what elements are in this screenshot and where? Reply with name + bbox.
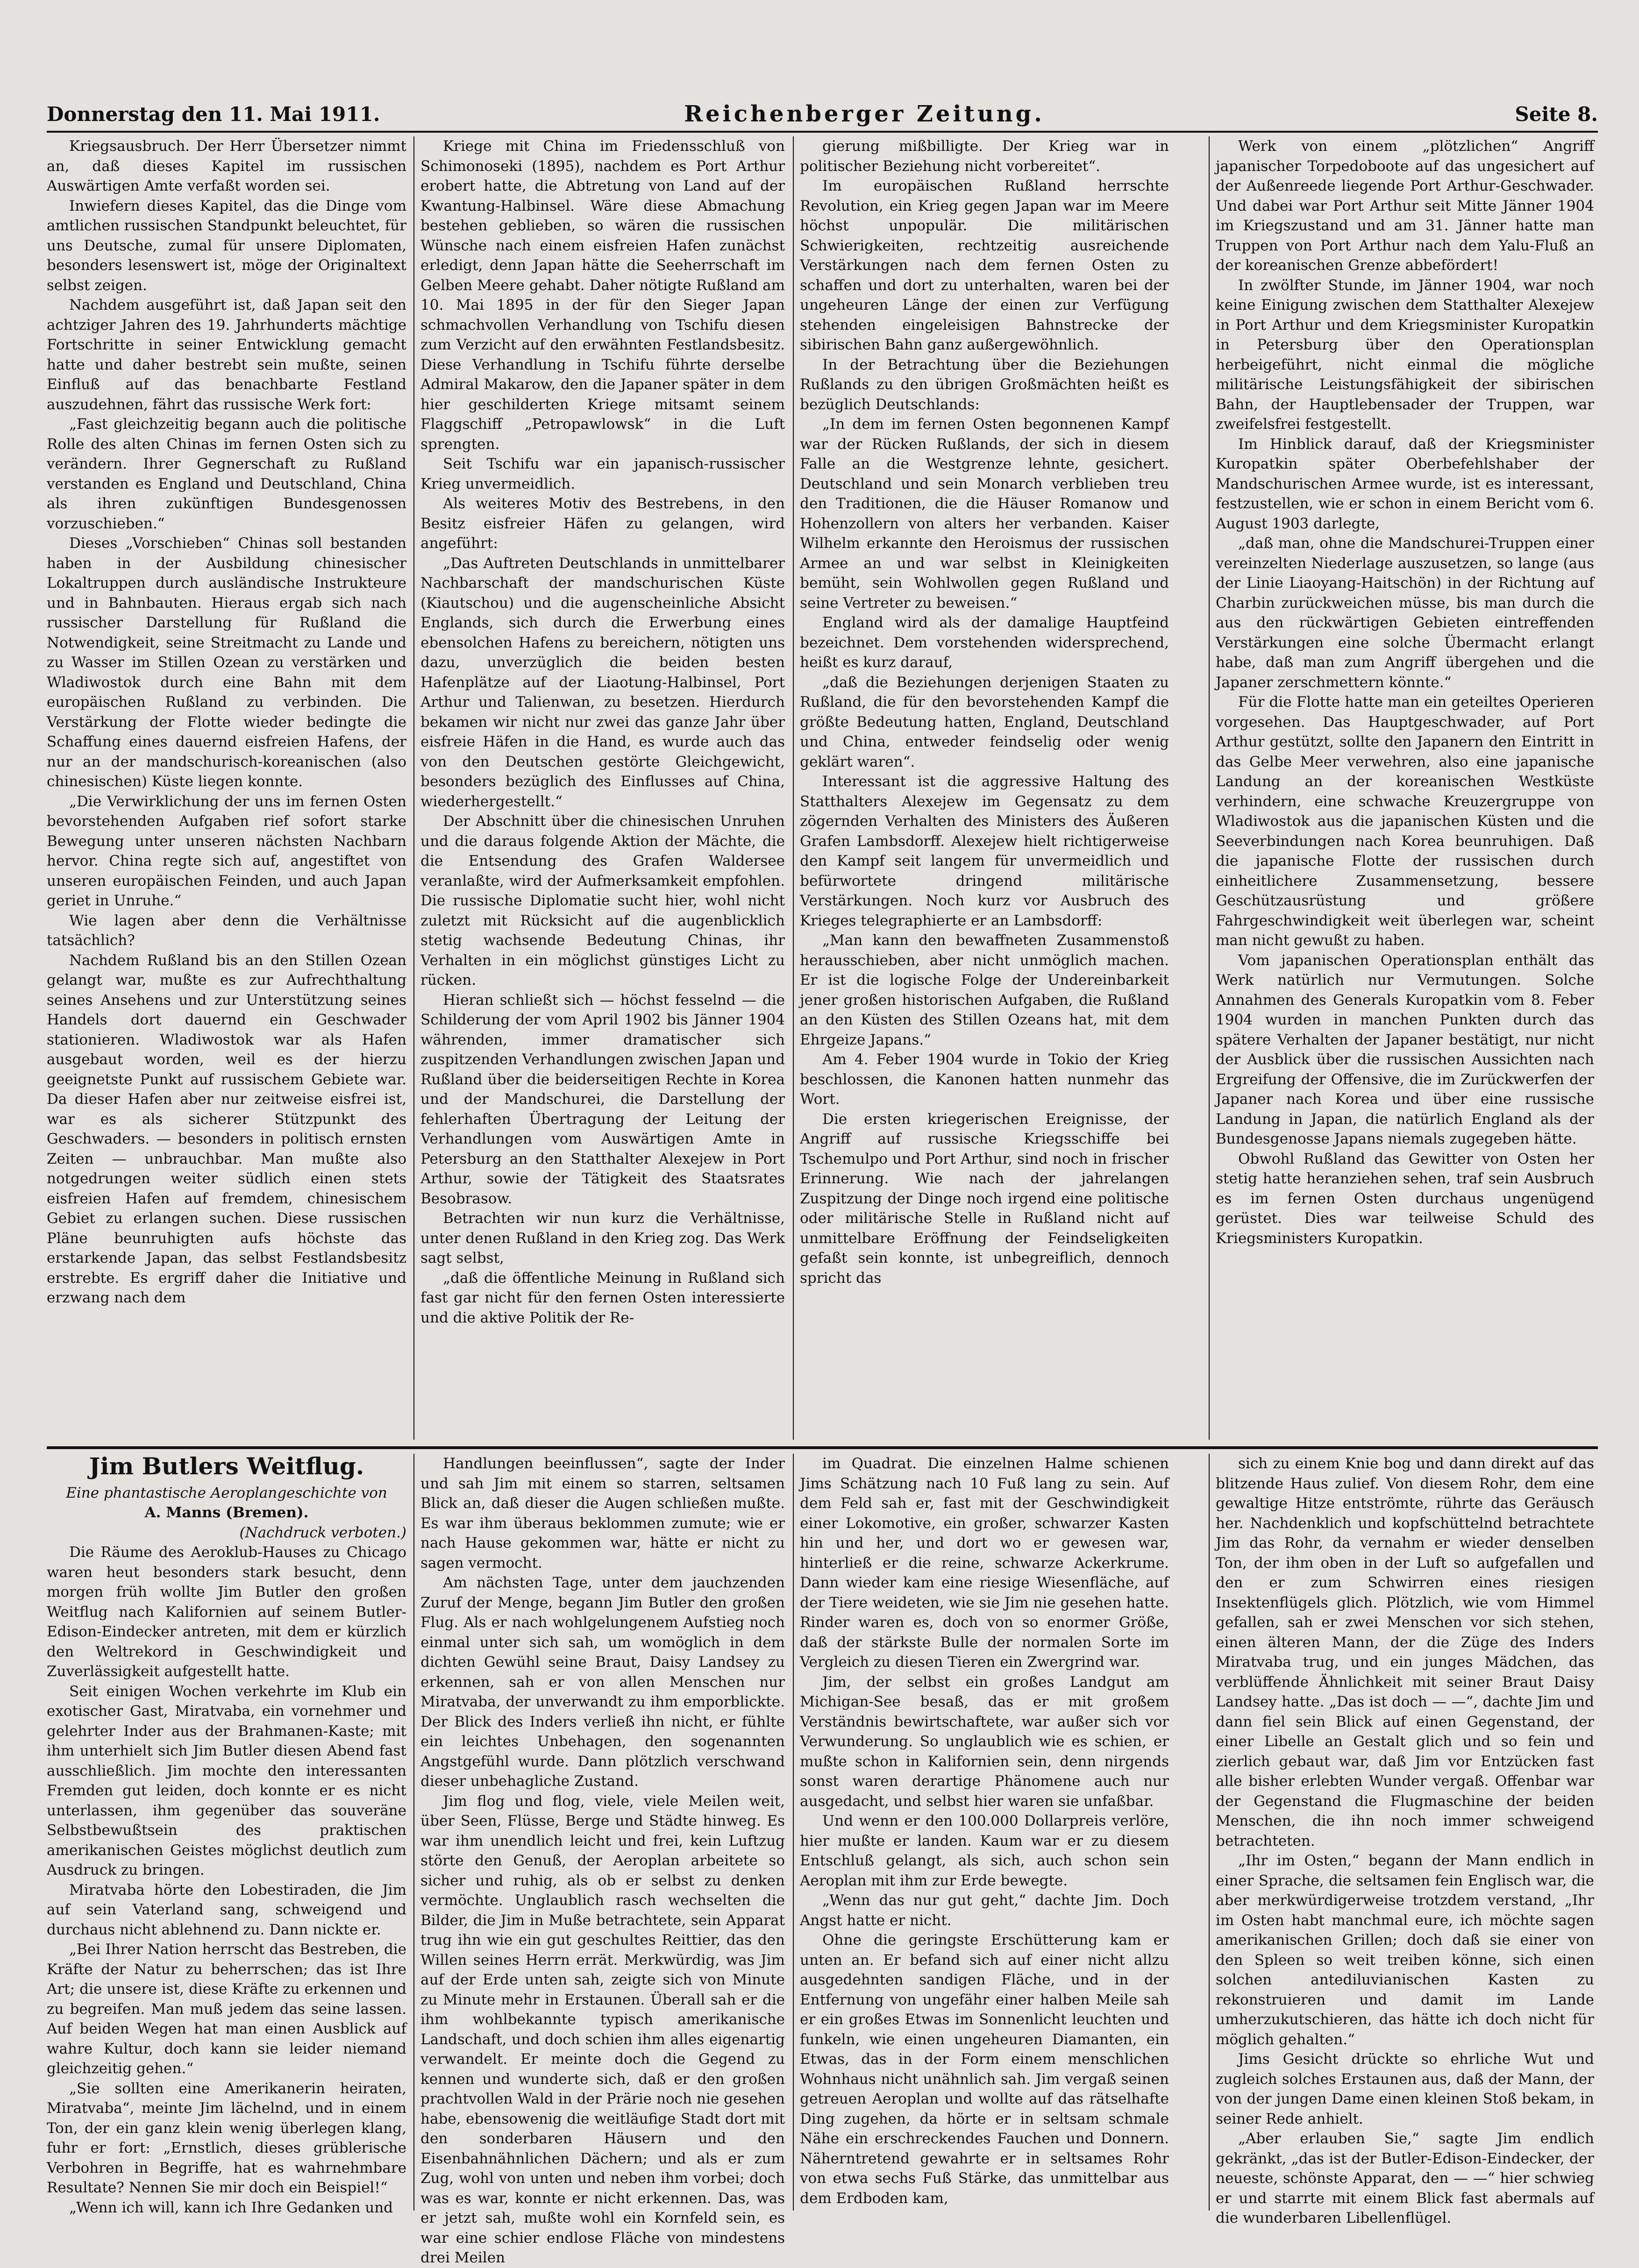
page-header (47, 93, 1598, 131)
paragraph: Inwiefern dieses Kapitel, das die Dinge vom amtlichen russischen Standpunkt beleuchtet, für uns Deutsche, zumal für unsere Diplomaten, besonders lesenswert ist, möge der Originaltext selbst zeigen. (47, 197, 406, 294)
paragraph: „daß man, ohne die Mandschurei-Truppen einer vereinzelten Niederlage auszusetzen, so lange (aus der Linie Liaoyang-Haitschön) in der Richtung auf Charbin zurückweichen müsse, bis man durch die aus den rückwärtigen Gebieten eintreffenden Verstärkungen eine solche Übermacht erlangt habe, daß man zum Angriff übergehen und die Japaner zerschmettern könnte.“ (1216, 535, 1594, 691)
paragraph: Werk von einem „plötzlichen“ Angriff japanischer Torpedoboote auf das ungesichert auf der Außenreede liegende Port Arthur-Geschwader. Und dabei war Port Arthur seit Mitte Jänner 1904 im Kriegszustand und am 31. Jänner hatte man Truppen von Port Arthur nach dem Yalu-Fluß an der koreanischen Grenze abbefördert! (1216, 138, 1594, 274)
reprint-note: (Nachdruck verboten.) (239, 1524, 406, 1541)
paragraph: Der Abschnitt über die chinesischen Unruhen und die daraus folgende Aktion der Mächte, die die Entsendung des Grafen Waldersee veranlaßte, wird der Aufmerksamkeit empfohlen. Die russische Diplomatie sucht hier, wohl nicht zuletzt mit Rücksicht auf die augenblicklich stetig wachsende Bedeutung Chinas, ihr Verhalten in ein möglichst günstiges Licht zu rücken. (420, 813, 785, 988)
paragraph: „Ihr im Osten,“ begann der Mann endlich in einer Sprache, die seltsamen fein Englisch war, die aber merkwürdigerweise trotzdem verstand, „Ihr im Osten habt manchmal eure, ich möchte sagen amerikanischen Grillen; doch daß sie einer von den Spleen so weit treiben könne, sich einen solchen antediluvianischen Kasten zu rekonstruieren und damit im Lande umherzukutschieren, das hätte ich doch nicht für möglich gehalten.“ (1216, 1852, 1594, 2048)
paragraph: „Wenn ich will, kann ich Ihre Gedanken und (69, 2199, 393, 2216)
story-col-1 (47, 1452, 406, 2216)
paragraph: In zwölfter Stunde, im Jänner 1904, war noch keine Einigung zwischen dem Statthalter Alexejew in Port Arthur und dem Kriegsminister Kuropatkin in Petersburg über den Operationsplan herbeigeführt, nicht einmal die mögliche militärische Leistungsfähigkeit der sibirischen Bahn, der Hauptlebensader der Truppen, war zweifelsfrei festgestellt. (1216, 277, 1594, 433)
paragraph: Hieran schließt sich — höchst fesselnd — die Schilderung der vom April 1902 bis Jänner 1904 währenden, immer dramatischer sich zuspitzenden Verhandlungen zwischen Japan und Rußland über die beiderseitigen Rechte in Korea und der Mandschurei, die Darstellung der fehlerhaften Übertragung der Leitung der Verhandlungen vom Auswärtigen Amte in Petersburg an den Statthalter Alexejew in Port Arthur, sowie der Tätigkeit des Staatsrates Besobrasow. (420, 991, 785, 1207)
story-subtitle: Eine phantastische Aeroplangeschichte von (66, 1484, 387, 1501)
paragraph: Nachdem Rußland bis an den Stillen Ozean gelangt war, mußte es zur Aufrechthaltung seines Ansehens und zur Unterstützung seines Handels dort dauernd ein Geschwader stationieren. Wladiwostok war als Hafen ausgebaut worden, weil es der hierzu geeignetste Punkt auf russischem Gebiete war. Da dieser Hafen aber nur zeitweise eisfrei ist, war es als sicherer Stützpunkt des Geschwaders. — besonders in politisch ernsten Zeiten — unbrauchbar. Man mußte also notgedrungen weiter südlich einen stets eisfreien Hafen auf fremdem, chinesischem Gebiet zu erlangen suchen. Diese russischen Pläne beunruhigten aufs höchste das erstarkende Japan, das selbst Festlandsbesitz erstrebte. Es ergriff daher die Initiative und erzwang nach dem (47, 952, 406, 1306)
paragraph: Dieses „Vorschieben“ Chinas soll bestanden haben in der Ausbildung chinesischer Lokaltruppen durch ausländische Instrukteure und in Bahnbauten. Hieraus ergab sich nach russischer Darstellung für Rußland die Notwendigkeit, seine Streitmacht zu Lande und zu Wasser im Stillen Ozean zu verstärken und Wladiwostok durch eine Bahn mit dem europäischen Rußland zu verbinden. Die Verstärkung der Flotte wieder bedingte die Schaffung eines dauernd eisfreien Hafens, der nur an der mandschurisch-koreanischen (also chinesischen) Küste liegen konnte. (47, 535, 406, 790)
column-rule (413, 1454, 414, 2211)
issue-date: Donnerstag den 11. Mai 1911. (47, 103, 380, 126)
paragraph: „daß die Beziehungen derjenigen Staaten zu Rußland, die für den bevorstehenden Kampf die größte Bedeutung hatten, England, Deutschland und China, entweder feindselig oder wenig geklärt waren“. (800, 674, 1169, 770)
paragraph: Nachdem ausgeführt ist, daß Japan seit den achtziger Jahren des 19. Jahrhunderts mächtige Fortschritte in seiner Entwicklung gemacht hatte und daher bestrebt sein mußte, seinen Einfluß auf das benachbarte Festland auszudehnen, fährt das russische Werk fort: (47, 297, 406, 413)
story-col-3 (800, 1454, 1169, 2211)
paragraph: Am nächsten Tage, unter dem jauchzenden Zuruf der Menge, begann Jim Butler den großen Flug. Als er nach wohlgelungenem Aufstieg noch einmal unter sich sah, um womöglich in dem dichten Gewühl seine Braut, Daisy Landsey zu erkennen, sah er von allen Menschen nur Miratvaba, der unverwandt zu ihm emporblickte. Der Blick des Inders verließ ihn nicht, er fühlte ein leichtes Unbehagen, den sogenannten Angstgefühl wurde. Dann plötzlich verschwand dieser unbehagliche Zustand. (420, 1574, 785, 1790)
paragraph: Jims Gesicht drückte so ehrliche Wut und zugleich solches Erstaunen aus, daß der Mann, der von der jungen Dame einen kleinen Stoß bekam, in seiner Rede anhielt. (1216, 2051, 1594, 2127)
paragraph: sich zu einem Knie bog und dann direkt auf das blitzende Haus zulief. Von diesem Rohr, dem eine gewaltige Hitze entströmte, rührte das Geräusch her. Nachdenklich und kopfschüttelnd betrachtete Jim das Rohr, da vernahm er wieder denselben Ton, der ihm oben in der Luft so aufgefallen und den er zum Schwirren eines riesigen Insektenflügels glich. Plötzlich, wie vom Himmel gefallen, sah er zwei Menschen vor sich stehen, einen älteren Mann, der die Züge des Inders Miratvaba trug, und ein junges Mädchen, das verblüffende Ähnlichkeit mit seiner Braut Daisy Landsey hatte. „Das ist doch — —“, dachte Jim und dann fiel sein Blick auf einen Gegenstand, der einer Libelle an Gestalt glich und so fein und zierlich gebaut war, daß Jim vor Entzücken fast alle bisher erlebten Wunder vergaß. Offenbar war der Gegenstand die Flugmaschine der beiden Menschen, die ihn noch immer schweigend betrachteten. (1216, 1455, 1594, 1849)
paragraph: „In dem im fernen Osten begonnenen Kampf war der Rücken Rußlands, der sich in diesem Falle an die Westgrenze lehnte, gesichert. Deutschland und sein Monarch verblieben treu den Traditionen, die die Häuser Romanow und Hohenzollern von alters her verbanden. Kaiser Wilhelm erkannte den Heroismus der russischen Armee an und war selbst in Kleinigkeiten bemüht, sein Wohlwollen gegen Rußland und seine Vertreter zu beweisen.“ (800, 416, 1169, 611)
paragraph: Obwohl Rußland das Gewitter von Osten her stetig hatte heranziehen sehen, traf sein Ausbruch es im fernen Osten durchaus ungenügend gerüstet. Dies war teilweise Schuld des Kriegsministers Kuropatkin. (1216, 1150, 1594, 1247)
paragraph: Handlungen beeinflussen“, sagte der Inder und sah Jim mit einem so starren, seltsamen Blick an, daß dieser die Augen schließen mußte. Es war ihm überaus beklommen zumute; wie er nach Hause gekommen war, hätte er nicht zu sagen vermocht. (420, 1455, 785, 1571)
column-rule (413, 136, 414, 1440)
paragraph: „Das Auftreten Deutschlands in unmittelbarer Nachbarschaft der mandschurischen Küste (Kiautschou) und die augenscheinliche Absicht Englands, sich durch die Erwerbung eines ebensolchen Hafens zu bereichern, nötigten uns dazu, unverzüglich die beiden besten Hafenplätze auf der Liaotung-Halbinsel, Port Arthur und Talienwan, zu besetzen. Hierdurch bekamen wir nicht nur zwei das ganze Jahr über eisfreie Häfen in die Hand, es wurde auch das von den Deutschen gestörte Gleichgewicht, besonders bezüglich des Einflusses auf China, wiederhergestellt.“ (420, 555, 785, 810)
paragraph: im Quadrat. Die einzelnen Halme schienen Jims Schätzung nach 10 Fuß lang zu sein. Auf dem Feld sah er, fast mit der Geschwindigkeit einer Lokomotive, ein großer, schwarzer Kasten hin und her, und dort wo er gewesen war, hinterließ er die reine, schwarze Ackerkrume. Dann wieder kam eine riesige Wiesenfläche, auf der Tiere weideten, wie sie Jim nie gesehen hatte. Rinder waren es, doch von so enormer Größe, daß der stärkste Bulle der normalen Sorte im Vergleich zu diesen Tieren ein Zwergrind war. (800, 1455, 1169, 1671)
paragraph: Wie lagen aber denn die Verhältnisse tatsächlich? (47, 912, 406, 949)
paragraph: Und wenn er den 100.000 Dollarpreis verlöre, hier mußte er landen. Kaum war er zu diesem Entschluß gelangt, als sich, auch schon sein Aeroplan mit ihm zur Erde bewegte. (800, 1813, 1169, 1889)
column-rule (793, 136, 794, 1440)
paragraph: Seit einigen Wochen verkehrte im Klub ein exotischer Gast, Miratvaba, ein vornehmer und gelehrter Inder aus der Brahmanen-Kaste; mit ihm unterhielt sich Jim Butler diesen Abend fast ausschließlich. Jim mochte den interessanten Fremden gut leiden, doch konnte er es nicht unterlassen, ihm gegenüber das souveräne Selbstbewußtsein des praktischen amerikanischen Geistes möglichst deutlich zum Ausdruck zu bringen. (47, 1683, 406, 1878)
upper-col-2 (420, 136, 785, 1440)
paragraph: Am 4. Feber 1904 wurde in Tokio der Krieg beschlossen, die Kanonen hatten nunmehr das Wort. (800, 1051, 1169, 1108)
masthead: Reichenberger Zeitung. (684, 101, 1045, 127)
paragraph: Jim, der selbst ein großes Landgut am Michigan-See besaß, das er mit großem Verständnis bewirtschaftete, war außer sich vor Verwunderung. So unglaublich wie es schien, er mußte schon in Kalifornien sein, denn nirgends sonst waren derartige Phänomene auch nur ausgedacht, und selbst hier waren sie unfaßbar. (800, 1673, 1169, 1810)
paragraph: Seit Tschifu war ein japanisch-russischer Krieg unvermeidlich. (420, 455, 785, 492)
paragraph: Im europäischen Rußland herrschte Revolution, ein Krieg gegen Japan war im Meere höchst unpopulär. Die militärischen Schwierigkeiten, rechtzeitig ausreichende Verstärkungen nach dem fernen Osten zu schaffen und dort zu unterhalten, waren bei der ungeheuren Länge der einen zur Verfügung stehenden eingeleisigen Bahnstrecke der sibirischen Bahn ganz außergewöhnlich. (800, 178, 1169, 353)
paragraph: Kriegsausbruch. Der Herr Übersetzer nimmt an, daß dieses Kapitel im russischen Auswärtigen Amte verfaßt worden sei. (47, 138, 406, 194)
column-rule (1209, 1454, 1210, 2211)
paragraph: Im Hinblick darauf, daß der Kriegsminister Kuropatkin später Oberbefehlshaber der Mandschurischen Armee wurde, ist es interessant, festzustellen, wie er schon in einem Bericht vom 6. August 1903 darlegte, (1216, 435, 1594, 532)
paragraph: Für die Flotte hatte man ein geteiltes Operieren vorgesehen. Das Hauptgeschwader, auf Port Arthur gestützt, sollte den Japanern den Eintritt in das Gelbe Meer verwehren, also eine japanische Landung an der koreanischen Westküste verhindern, eine schwache Kreuzergruppe von Wladiwostok aus die japanischen Küsten und die Seeverbindungen nach Korea beunruhigen. Daß die japanische Flotte der russischen durch einheitlichere Zusammensetzung, bessere Geschützausrüstung und größere Fahrgeschwindigkeit weit überlegen war, scheint man nicht gewußt zu haben. (1216, 694, 1594, 949)
story-title: Jim Butlers Weitflug. (89, 1452, 364, 1480)
paragraph: Betrachten wir nun kurz die Verhältnisse, unter denen Rußland in den Krieg zog. Das Werk sagt selbst, (420, 1210, 785, 1266)
upper-col-1 (47, 136, 406, 1440)
paragraph: Die ersten kriegerischen Ereignisse, der Angriff auf russische Kriegsschiffe bei Tschemulpo und Port Arthur, sind noch in frischer Erinnerung. Wie nach der jahrelangen Zuspitzung der Dinge noch irgend eine politische oder militärische Stelle in Rußland nicht auf unmittelbare Eröffnung der Feindseligkeiten gefaßt sein konnte, ist unbegreiflich, dennoch spricht das (800, 1110, 1169, 1287)
upper-col-4 (1216, 136, 1594, 1440)
paragraph: „daß die öffentliche Meinung in Rußland sich fast gar nicht für den fernen Osten interessierte und die aktive Politik der Re- (420, 1269, 785, 1326)
paragraph: „Wenn das nur gut geht,“ dachte Jim. Doch Angst hatte er nicht. (800, 1892, 1169, 1929)
paragraph: Ohne die geringste Erschütterung kam er unten an. Er befand sich auf einer nicht allzu ausgedehnten sandigen Fläche, und in der Entfernung von ungefähr einer halben Meile sah er ein großes Etwas im Sonnenlicht leuchten und funkeln, wie einen ungeheuren Diamanten, ein Etwas, das in der Form einem menschlichen Wohnhaus nicht unähnlich sah. Jim vergaß seinen getreuen Aeroplan und wollte auf das rätselhafte Ding zugehen, da hörte er in seltsam schmale Nähe ein erschreckendes Fauchen und Donnern. Näherntretend gewahrte er in seltsames Rohr von etwa sechs Fuß Stärke, das unmittelbar aus dem Erdboden kam, (800, 1932, 1169, 2207)
paragraph: „Aber erlauben Sie,“ sagte Jim endlich gekränkt, „das ist der Butler-Edison-Eindecker, der neueste, schönste Apparat, den — —“ hier schwieg er und starrte mit einem Blick fast abermals auf die wunderbaren Libellenflügel. (1216, 2130, 1594, 2226)
story-author: A. Manns (Bremen). (144, 1504, 309, 1521)
paragraph: Kriege mit China im Friedensschluß von Schimonoseki (1895), nachdem es Port Arthur erobert hatte, die Abtretung von Land auf der Kwantung-Halbinsel. Wäre diese Abmachung bestehen geblieben, so wären die russischen Wünsche nach einem eisfreien Hafen zunächst erledigt, denn Japan hätte die Seeherrschaft im Gelben Meere gehabt. Daher nötigte Rußland am 10. Mai 1895 in der für den Sieger Japan schmachvollen Verhandlung von Tschifu diesen zum Verzicht auf den erwähnten Festlandsbesitz. Diese Verhandlung in Tschifu führte derselbe Admiral Makarow, den die Japaner später in dem hier geschilderten Kriege mitsamt seinem Flaggschiff „Petropawlowsk“ in die Luft sprengten. (420, 138, 785, 453)
column-rule (1209, 136, 1210, 1440)
paragraph: Vom japanischen Operationsplan enthält das Werk natürlich nur Vermutungen. Solche Annahmen des Generals Kuropatkin vom 8. Feber 1904 wurden in manchen Punkten durch das spätere Verhalten der Japaner bestätigt, nur nicht der Ausblick über die russischen Aussichten nach Ergreifung der Offensive, die im Zurückwerfen der Japaner nach Korea und über eine russische Landung in Japan, die natürlich England als der Bundesgenosse Japans niemals zugegeben hätte. (1216, 952, 1594, 1147)
paragraph: gierung mißbilligte. Der Krieg war in politischer Beziehung nicht vorbereitet“. (800, 138, 1169, 175)
paragraph: Die Räume des Aeroklub-Hauses zu Chicago waren heut besonders stark besucht, denn morgen früh wollte Jim Butler den großen Weitflug nach Kalifornien auf seinem Butler-Edison-Eindecker antreten, mit dem er kürzlich den Weltrekord in Geschwindigkeit und Zuverlässigkeit aufgestellt hatte. (47, 1544, 406, 1680)
header-rule (47, 131, 1598, 133)
section-rule (47, 1446, 1598, 1449)
column-rule (793, 1454, 794, 2211)
paragraph: Interessant ist die aggressive Haltung des Statthalters Alexejew im Gegensatz zu dem zögernden Verhalten des Ministers des Äußeren Grafen Lambsdorff. Alexejew hielt richtigerweise den Kampf seit langem für unvermeidlich und befürwortete dringend militärische Verstärkungen. Noch kurz vor Ausbruch des Krieges telegraphierte er an Lambsdorff: (800, 773, 1169, 929)
story-col-4 (1216, 1454, 1594, 2226)
paragraph: „Sie sollten eine Amerikanerin heiraten, Miratvaba“, meinte Jim lächelnd, und in einem Ton, der ein ganz klein wenig überlegen klang, fuhr er fort: „Ernstlich, dieses grüblerische Verbohren in Begriffe, hat es wahrnehmbare Resultate? Nennen Sie mir doch ein Beispiel!“ (47, 2080, 406, 2196)
story-col-2 (420, 1454, 785, 2266)
upper-col-3 (800, 136, 1169, 1440)
paragraph: England wird als der damalige Hauptfeind bezeichnet. Dem vorstehenden widersprechend, heißt es kurz darauf, (800, 614, 1169, 671)
paragraph: Jim flog und flog, viele, viele Meilen weit, über Seen, Flüsse, Berge und Städte hinweg. Es war ihm unendlich leicht und frei, kein Luftzug störte den Genuß, der Aeroplan arbeitete so sicher und ruhig, als ob er selbst zu denken vermöchte. Unglaublich rasch wechselten die Bilder, die Jim in Muße betrachtete, sein Apparat trug ihn wie ein gut geschultes Reittier, das den Willen seines Herrn errät. Merkwürdig, was Jim auf der Erde unten sah, zeigte sich von Minute zu Minute mehr in Erstaunen. Überall sah er die ihm wohlbekannte typisch amerikanische Landschaft, und doch schien ihm alles eigenartig verwandelt. Er meinte doch die Gegend zu kennen und wunderte sich, daß er den großen prachtvollen Wald in der Prärie noch nie gesehen habe, ebensowenig die weitläufige Stadt dort mit den sonderbaren Häusern und den Eisenbahnähnlichen Dächern; und als er zum Zug, wohl von unten und neben ihm vorbei; doch was es war, konnte er nicht erkennen. Das, was er jetzt sah, mußte wohl ein Kornfeld sein, es war eine schier endlose Fläche von mindestens drei Meilen (420, 1792, 785, 2266)
paragraph: Miratvaba hörte den Lobestiraden, die Jim auf sein Vaterland sang, schweigend und durchaus nicht ablehnend zu. Dann nickte er. (47, 1881, 406, 1938)
paragraph: „Bei Ihrer Nation herrscht das Bestreben, die Kräfte der Natur zu beherrschen; das ist Ihre Art; die unsere ist, diese Kräfte zu erkennen und zu begreifen. Man muß jedem das seine lassen. Auf beiden Wegen hat man einen Ausblick auf wahre Kultur, doch kann sie leider niemand gleichzeitig gehen.“ (47, 1941, 406, 2077)
paragraph: In der Betrachtung über die Beziehungen Rußlands zu den übrigen Großmächten heißt es bezüglich Deutschlands: (800, 356, 1169, 413)
paragraph: Als weiteres Motiv des Bestrebens, in den Besitz eisfreier Häfen zu gelangen, wird angeführt: (420, 495, 785, 552)
paragraph: „Man kann den bewaffneten Zusammenstoß herausschieben, aber nicht unmöglich machen. Er ist die logische Folge der Undereinbarkeit jener großen historischen Aufgaben, die Rußland an den Küsten des Stillen Ozeans hat, mit dem Ehrgeize Japans.“ (800, 932, 1169, 1048)
page-number: Seite 8. (1515, 103, 1598, 126)
paragraph: „Die Verwirklichung der uns im fernen Osten bevorstehenden Aufgaben rief sofort starke Bewegung unter unseren nächsten Nachbarn hervor. China regte sich auf, angestiftet von unseren europäischen Feinden, und auch Japan geriet in Unruhe.“ (47, 793, 406, 909)
paragraph: „Fast gleichzeitig begann auch die politische Rolle des alten Chinas im fernen Osten sich zu verändern. Ihrer Gegnerschaft zu Rußland verstanden es England und Deutschland, China als ihren zukünftigen Bundesgenossen vorzuschieben.“ (47, 416, 406, 532)
